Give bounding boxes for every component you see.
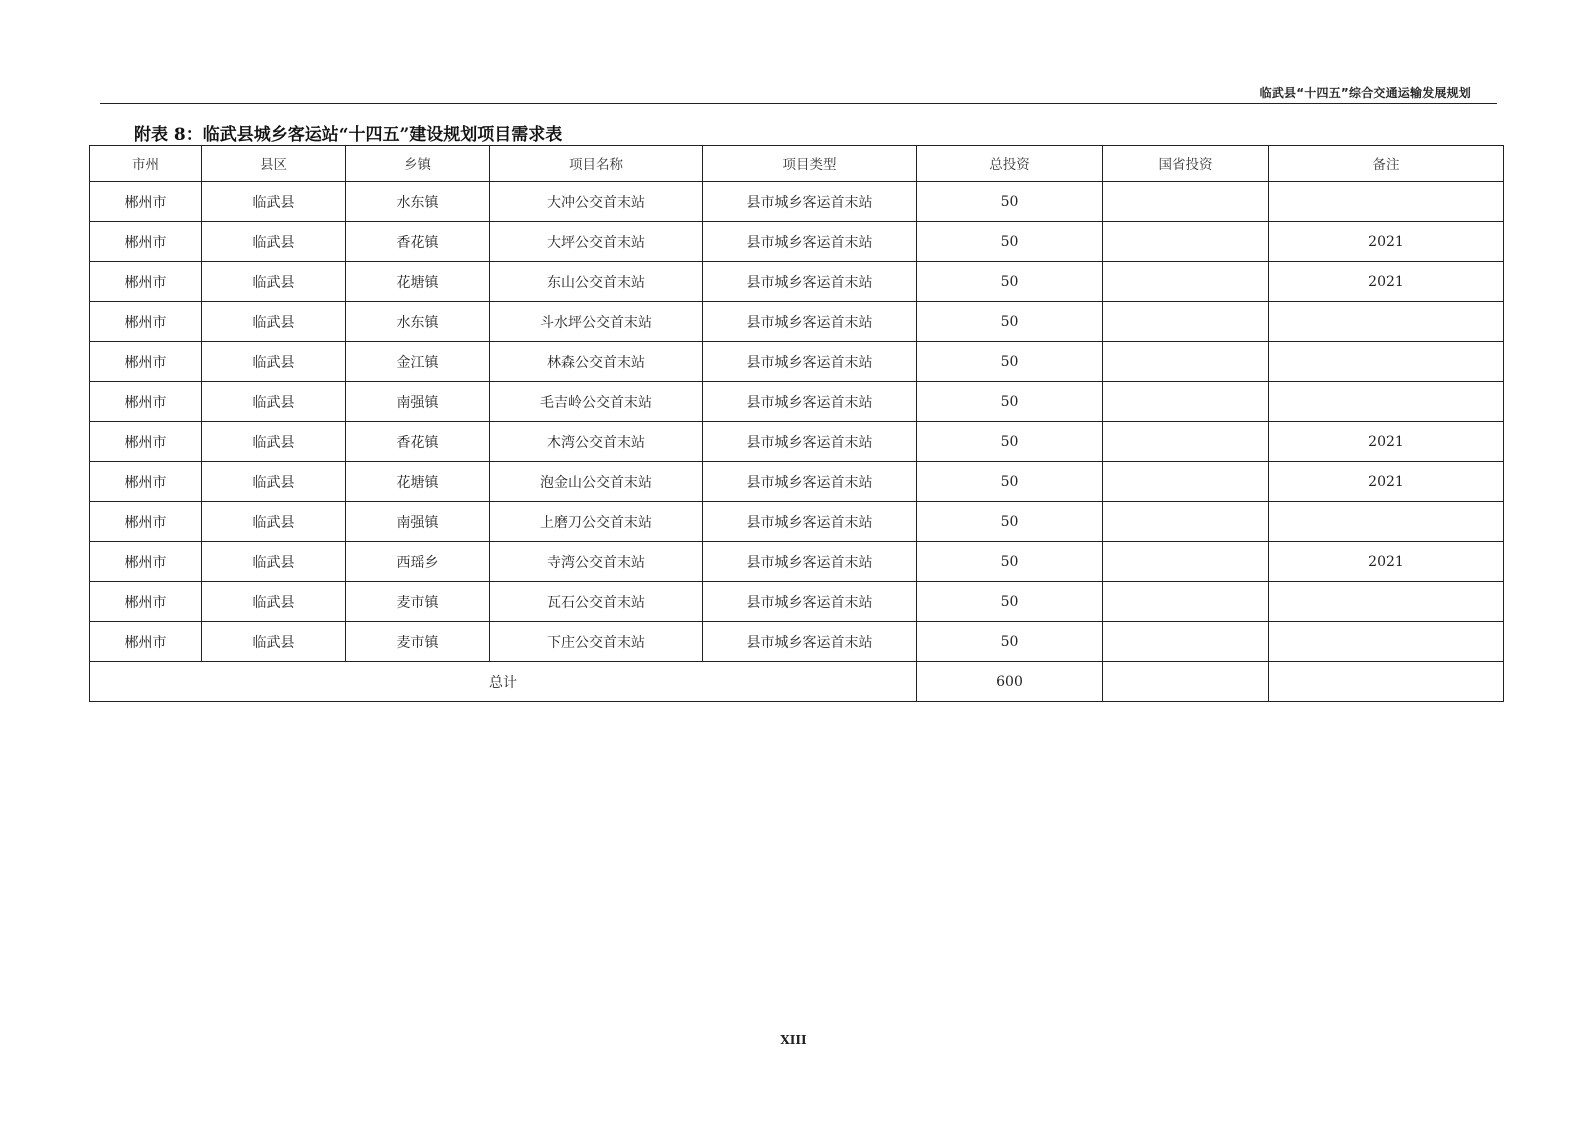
cell-project-type: 县市城乡客运首末站 xyxy=(703,462,917,502)
cell-remark: 2021 xyxy=(1269,542,1504,582)
cell-project-name: 木湾公交首末站 xyxy=(490,422,703,462)
cell-project-name: 大冲公交首末站 xyxy=(490,182,703,222)
cell-project-type: 县市城乡客运首末站 xyxy=(703,302,917,342)
column-header-city: 市州 xyxy=(90,146,202,182)
cell-town: 水东镇 xyxy=(346,182,490,222)
column-header-national-provincial-investment: 国省投资 xyxy=(1103,146,1269,182)
cell-city: 郴州市 xyxy=(90,462,202,502)
cell-city: 郴州市 xyxy=(90,222,202,262)
cell-city: 郴州市 xyxy=(90,302,202,342)
cell-town: 花塘镇 xyxy=(346,462,490,502)
column-header-total-investment: 总投资 xyxy=(917,146,1103,182)
cell-national-provincial-investment xyxy=(1103,342,1269,382)
cell-town: 麦市镇 xyxy=(346,582,490,622)
project-demand-table xyxy=(89,145,1504,702)
cell-town: 南强镇 xyxy=(346,382,490,422)
cell-county: 临武县 xyxy=(202,422,346,462)
cell-total-investment: 50 xyxy=(917,382,1103,422)
cell-city: 郴州市 xyxy=(90,542,202,582)
cell-project-name: 斗水坪公交首末站 xyxy=(490,302,703,342)
cell-project-name: 毛吉岭公交首末站 xyxy=(490,382,703,422)
cell-project-type: 县市城乡客运首末站 xyxy=(703,222,917,262)
cell-project-type: 县市城乡客运首末站 xyxy=(703,582,917,622)
cell-national-provincial-investment xyxy=(1103,622,1269,662)
cell-total-investment: 50 xyxy=(917,422,1103,462)
cell-project-name: 寺湾公交首末站 xyxy=(490,542,703,582)
cell-project-type: 县市城乡客运首末站 xyxy=(703,422,917,462)
cell-project-type: 县市城乡客运首末站 xyxy=(703,502,917,542)
cell-remark xyxy=(1269,302,1504,342)
cell-county: 临武县 xyxy=(202,262,346,302)
cell-remark xyxy=(1269,342,1504,382)
table-row xyxy=(90,462,1504,502)
cell-national-provincial-investment xyxy=(1103,222,1269,262)
cell-total-investment: 50 xyxy=(917,302,1103,342)
table-row xyxy=(90,502,1504,542)
cell-remark: 2021 xyxy=(1269,422,1504,462)
table-title: 附表 8：临武县城乡客运站“十四五”建设规划项目需求表 xyxy=(134,125,563,145)
cell-town: 水东镇 xyxy=(346,302,490,342)
total-remark-cell xyxy=(1269,662,1504,702)
cell-remark xyxy=(1269,622,1504,662)
cell-national-provincial-investment xyxy=(1103,262,1269,302)
total-investment-value: 600 xyxy=(917,662,1103,702)
page-number: XIII xyxy=(780,1033,807,1047)
cell-town: 金江镇 xyxy=(346,342,490,382)
cell-national-provincial-investment xyxy=(1103,582,1269,622)
cell-remark: 2021 xyxy=(1269,462,1504,502)
cell-city: 郴州市 xyxy=(90,582,202,622)
cell-project-name: 上磨刀公交首末站 xyxy=(490,502,703,542)
cell-remark xyxy=(1269,382,1504,422)
cell-county: 临武县 xyxy=(202,542,346,582)
cell-national-provincial-investment xyxy=(1103,462,1269,502)
table-row xyxy=(90,262,1504,302)
table-row xyxy=(90,222,1504,262)
total-label: 总计 xyxy=(90,662,917,702)
cell-city: 郴州市 xyxy=(90,502,202,542)
cell-remark xyxy=(1269,502,1504,542)
cell-town: 香花镇 xyxy=(346,422,490,462)
cell-total-investment: 50 xyxy=(917,462,1103,502)
column-header-county: 县区 xyxy=(202,146,346,182)
cell-county: 临武县 xyxy=(202,502,346,542)
table-row xyxy=(90,182,1504,222)
cell-total-investment: 50 xyxy=(917,622,1103,662)
cell-city: 郴州市 xyxy=(90,262,202,302)
cell-remark xyxy=(1269,182,1504,222)
cell-national-provincial-investment xyxy=(1103,302,1269,342)
cell-county: 临武县 xyxy=(202,462,346,502)
cell-county: 临武县 xyxy=(202,342,346,382)
cell-city: 郴州市 xyxy=(90,342,202,382)
cell-national-provincial-investment xyxy=(1103,502,1269,542)
cell-total-investment: 50 xyxy=(917,262,1103,302)
cell-city: 郴州市 xyxy=(90,382,202,422)
table-body xyxy=(90,182,1504,702)
cell-project-name: 大坪公交首末站 xyxy=(490,222,703,262)
cell-remark: 2021 xyxy=(1269,222,1504,262)
table-row xyxy=(90,422,1504,462)
cell-city: 郴州市 xyxy=(90,422,202,462)
cell-national-provincial-investment xyxy=(1103,182,1269,222)
cell-town: 花塘镇 xyxy=(346,262,490,302)
cell-town: 南强镇 xyxy=(346,502,490,542)
cell-national-provincial-investment xyxy=(1103,542,1269,582)
cell-project-name: 林森公交首末站 xyxy=(490,342,703,382)
cell-county: 临武县 xyxy=(202,222,346,262)
total-row xyxy=(90,662,1504,702)
cell-town: 麦市镇 xyxy=(346,622,490,662)
cell-remark: 2021 xyxy=(1269,262,1504,302)
cell-county: 临武县 xyxy=(202,382,346,422)
cell-project-type: 县市城乡客运首末站 xyxy=(703,542,917,582)
cell-national-provincial-investment xyxy=(1103,422,1269,462)
cell-project-name: 东山公交首末站 xyxy=(490,262,703,302)
table-header-row xyxy=(90,146,1504,182)
running-header-title: 临武县“十四五”综合交通运输发展规划 xyxy=(1259,86,1471,100)
cell-city: 郴州市 xyxy=(90,622,202,662)
table-row xyxy=(90,302,1504,342)
table-row xyxy=(90,342,1504,382)
table-row xyxy=(90,622,1504,662)
cell-project-name: 泡金山公交首末站 xyxy=(490,462,703,502)
cell-county: 临武县 xyxy=(202,622,346,662)
column-header-remark: 备注 xyxy=(1269,146,1504,182)
cell-county: 临武县 xyxy=(202,302,346,342)
total-national-provincial-cell xyxy=(1103,662,1269,702)
column-header-town: 乡镇 xyxy=(346,146,490,182)
cell-project-type: 县市城乡客运首末站 xyxy=(703,382,917,422)
cell-total-investment: 50 xyxy=(917,542,1103,582)
cell-total-investment: 50 xyxy=(917,222,1103,262)
cell-total-investment: 50 xyxy=(917,342,1103,382)
table-row xyxy=(90,582,1504,622)
cell-city: 郴州市 xyxy=(90,182,202,222)
cell-total-investment: 50 xyxy=(917,502,1103,542)
cell-town: 西瑶乡 xyxy=(346,542,490,582)
cell-total-investment: 50 xyxy=(917,582,1103,622)
table-row xyxy=(90,542,1504,582)
cell-project-type: 县市城乡客运首末站 xyxy=(703,262,917,302)
cell-project-type: 县市城乡客运首末站 xyxy=(703,622,917,662)
cell-project-type: 县市城乡客运首末站 xyxy=(703,182,917,222)
cell-town: 香花镇 xyxy=(346,222,490,262)
cell-project-name: 下庄公交首末站 xyxy=(490,622,703,662)
cell-total-investment: 50 xyxy=(917,182,1103,222)
cell-project-type: 县市城乡客运首末站 xyxy=(703,342,917,382)
table-row xyxy=(90,382,1504,422)
header-divider xyxy=(100,103,1497,104)
cell-national-provincial-investment xyxy=(1103,382,1269,422)
cell-county: 临武县 xyxy=(202,582,346,622)
cell-county: 临武县 xyxy=(202,182,346,222)
cell-project-name: 瓦石公交首末站 xyxy=(490,582,703,622)
column-header-project-type: 项目类型 xyxy=(703,146,917,182)
column-header-project-name: 项目名称 xyxy=(490,146,703,182)
cell-remark xyxy=(1269,582,1504,622)
